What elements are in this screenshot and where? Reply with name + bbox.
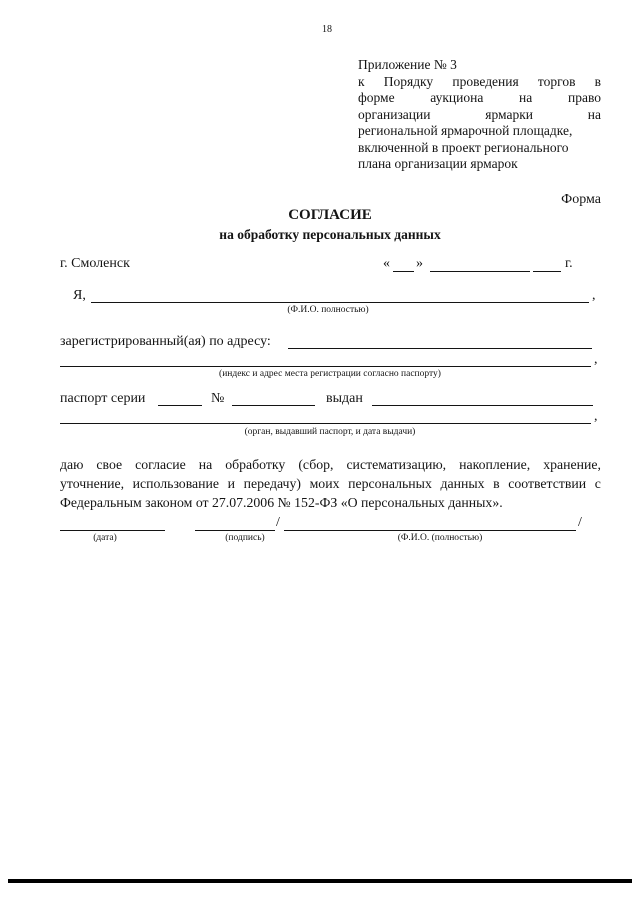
appendix-line: региональной ярмарочной площадке, (358, 123, 573, 138)
date-close-quote: » (416, 256, 423, 271)
fio-caption: (Ф.И.О. полностью) (287, 305, 369, 315)
appendix-line: включенной в проект регионального (358, 139, 569, 155)
appendix-title: Приложение № 3 (358, 57, 457, 72)
passport-series-label: паспорт серии (60, 391, 146, 406)
fio-field[interactable] (91, 302, 589, 303)
consent-line-3: Федеральным законом от 27.07.2006 № 152-ФЗ «О персональных данных». (60, 495, 503, 510)
issuer-field-2[interactable] (60, 423, 591, 424)
signature-caption: (подпись) (225, 533, 265, 543)
passport-number-field[interactable] (232, 405, 315, 406)
appendix-line: организации ярмарки на (358, 106, 601, 122)
date-year-field[interactable] (533, 271, 561, 272)
issuer-caption: (орган, выдавший паспорт, и дата выдачи) (244, 427, 416, 437)
appendix-last-line: плана организации ярмарок (358, 156, 518, 171)
i-label: Я, (73, 288, 86, 303)
page-number: 18 (322, 24, 332, 35)
fio-comma: , (592, 288, 596, 303)
scan-border-bar (8, 879, 632, 883)
date-month-field[interactable] (430, 271, 530, 272)
address-comma: , (594, 352, 598, 367)
signature-field[interactable] (195, 530, 275, 531)
issuer-field-1[interactable] (372, 405, 593, 406)
issuer-comma: , (594, 409, 598, 424)
signature-fio-caption: (Ф.И.О. (полностью) (397, 533, 483, 543)
signature-separator-2: / (578, 515, 582, 530)
address-caption: (индекс и адрес места регистрации согласно паспорту) (219, 369, 441, 379)
signature-separator-1: / (276, 515, 280, 530)
date-day-field[interactable] (393, 271, 414, 272)
year-suffix: г. (565, 256, 573, 271)
appendix-line: к Порядку проведения торгов в (358, 73, 601, 89)
appendix-line: форме аукциона на право (358, 90, 601, 105)
form-label: Форма (561, 192, 601, 207)
signature-fio-field[interactable] (284, 530, 576, 531)
passport-number-label: № (211, 391, 225, 406)
address-field-2[interactable] (60, 366, 591, 367)
consent-line-2: уточнение, использование и передачу) моих персональных данных в соответствии с (60, 476, 601, 491)
signature-date-field[interactable] (60, 530, 165, 531)
date-caption: (дата) (93, 533, 117, 543)
consent-line-1: даю свое согласие на обработку (сбор, систематизацию, накопление, хранение, (60, 457, 601, 472)
passport-series-field[interactable] (158, 405, 202, 406)
issued-label: выдан (326, 391, 363, 406)
city-label: г. Смоленск (60, 256, 130, 271)
appendix-header (358, 57, 601, 173)
consent-text (60, 455, 601, 512)
address-field-1[interactable] (288, 348, 592, 349)
document-subtitle: на обработку персональных данных (219, 227, 441, 242)
document-title: СОГЛАСИЕ (288, 207, 372, 223)
address-label: зарегистрированный(ая) по адресу: (60, 334, 271, 349)
date-open-quote: « (383, 256, 390, 271)
